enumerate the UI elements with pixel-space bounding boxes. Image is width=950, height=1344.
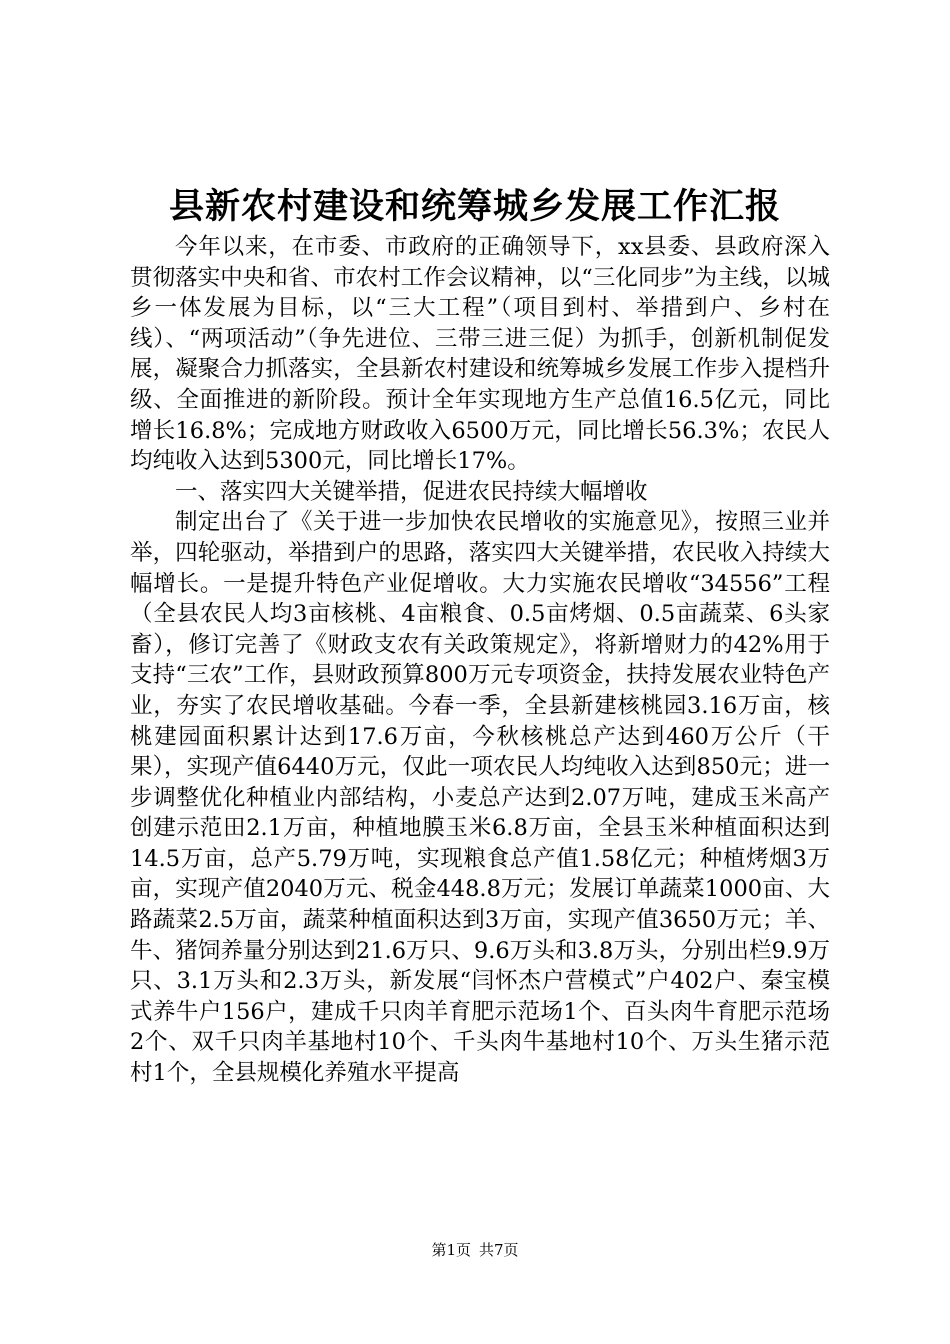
section-heading: 一、落实四大关键举措，促进农民持续大幅增收	[175, 478, 648, 505]
section-paragraph: 制定出台了《关于进一步加快农民增收的实施意见》，按照三业并举，四轮驱动，举措到户的思路，落实四大关键举措，农民收入持续大幅增长。一是提升特色产业促增收。大力实施农民增收“34556”工程（全县农民人均3亩核桃、4亩粮食、0.5亩烤烟、0.5亩蔬菜、6头家畜），修订完善了《财政支农有关政策规定》，将新增财力的42%用于支持“三农”工作，县财政预算800万元专项资金，扶持发展农业特色产业，夯实了农民增收基础。今春一季，全县新建核桃园3.16万亩，核桃建园面积累计达到17.6万亩，今秋核桃总产达到460万公斤（干果），实现产值6440万元，仅此一项农民人均纯收入达到850元；进一步调整优化种植业内部结构，小麦总产达到2.07万吨，建成玉米高产创建示范田2.1万亩，种植地膜玉米6.8万亩，全县玉米种植面积达到14.5万亩，总产5.79万吨，实现粮食总产值1.58亿元；种植烤烟3万亩，实现产值2040万元、税金448.8万元；发展订单蔬菜1000亩、大路蔬菜2.5万亩，蔬菜种植面积达到3万亩，实现产值3650万元；羊、牛、猪饲养量分别达到21.6万只、9.6万头和3.8万头，分别出栏9.9万只、3.1万头和2.3万头，新发展“闫怀杰户营模式”户402户、秦宝模式养牛户156户，建成千只肉羊育肥示范场1个、百头肉牛育肥示范场2个、双千只肉羊基地村10个、千头肉牛基地村10个、万头生猪示范村1个，全县规模化养殖水平提高	[130, 509, 830, 1087]
page-total: 共7页	[479, 1241, 519, 1259]
page-number: 第1页	[431, 1241, 471, 1259]
page-footer	[0, 1240, 950, 1260]
document-body	[130, 232, 830, 1089]
document-title: 县新农村建设和统筹城乡发展工作汇报	[168, 186, 781, 227]
intro-paragraph: 今年以来，在市委、市政府的正确领导下，xx县委、县政府深入贯彻落实中央和省、市农村工作会议精神，以“三化同步”为主线，以城乡一体发展为目标，以“三大工程”（项目到村、举措到户、乡村在线）、“两项活动”（争先进位、三带三进三促）为抓手，创新机制促发展，凝聚合力抓落实，全县新农村建设和统筹城乡发展工作步入提档升级、全面推进的新阶段。预计全年实现地方生产总值16.5亿元，同比增长16.8%；完成地方财政收入6500万元，同比增长56.3%；农民人均纯收入达到5300元，同比增长17%。	[130, 234, 830, 475]
